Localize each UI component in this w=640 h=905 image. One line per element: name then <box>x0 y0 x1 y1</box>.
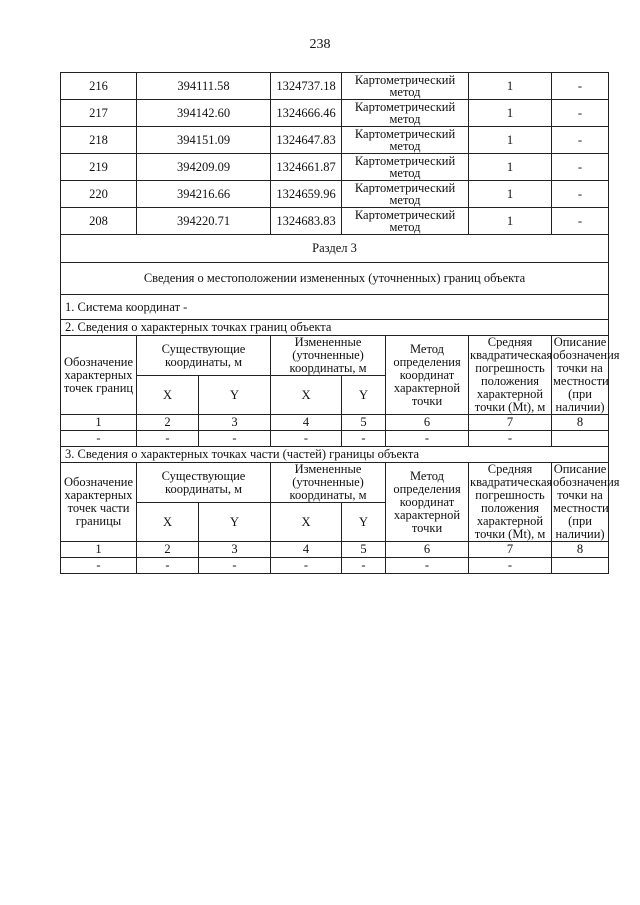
point-method: Картометрический метод <box>342 181 469 208</box>
cell-value: - <box>199 431 271 447</box>
header-x: X <box>137 376 199 415</box>
col-number: 3 <box>199 415 271 431</box>
coord-system: 1. Система координат - <box>61 295 609 320</box>
col-number: 6 <box>386 542 469 558</box>
point-x: 394142.60 <box>137 100 271 127</box>
column-numbers-row <box>61 542 609 558</box>
col-number: 1 <box>61 415 137 431</box>
header-x: X <box>137 503 199 542</box>
point-accuracy: 1 <box>469 181 552 208</box>
point-y: 1324666.46 <box>271 100 342 127</box>
page-number: 238 <box>309 37 331 52</box>
cell-value: - <box>61 431 137 447</box>
col-number: 3 <box>199 542 271 558</box>
header-accuracy: Средняя квадратическая погрешность положения характерной точки (Mt), м <box>470 462 553 541</box>
col-number: 2 <box>137 415 199 431</box>
header-accuracy: Средняя квадратическая погрешность положения характерной точки (Mt), м <box>470 335 553 414</box>
cell-value: - <box>386 431 469 447</box>
header-changed-coords: Измененные (уточненные) координаты, м <box>271 336 386 376</box>
point-accuracy: 1 <box>469 127 552 154</box>
point-x: 394220.71 <box>137 208 271 235</box>
point-id: 220 <box>61 181 137 208</box>
cell-value <box>552 558 609 574</box>
point-description: - <box>552 181 609 208</box>
point-x: 394209.09 <box>137 154 271 181</box>
item3-title: 3. Сведения о характерных точках части (частей) границы объекта <box>61 447 609 463</box>
col-number: 7 <box>469 542 552 558</box>
header-description: Описание обозначения точки на местности (при наличии) <box>553 335 620 414</box>
header-x: X <box>271 503 342 542</box>
point-id: 217 <box>61 100 137 127</box>
table-row <box>61 154 609 181</box>
cell-value <box>552 431 609 447</box>
point-y: 1324647.83 <box>271 127 342 154</box>
point-description: - <box>552 127 609 154</box>
section-subtitle: Сведения о местоположении измененных (уточненных) границ объекта <box>61 263 609 295</box>
point-description: - <box>552 100 609 127</box>
col-number: 8 <box>552 415 609 431</box>
col-number: 6 <box>386 415 469 431</box>
cell-value: - <box>271 558 342 574</box>
table-row <box>61 100 609 127</box>
point-id: 219 <box>61 154 137 181</box>
header-y: Y <box>199 503 271 542</box>
point-method: Картометрический метод <box>342 100 469 127</box>
point-x: 394151.09 <box>137 127 271 154</box>
header-description: Описание обозначения точки на местности (при наличии) <box>553 462 620 541</box>
header-changed-coords: Измененные (уточненные) координаты, м <box>271 463 386 503</box>
header-method: Метод определения координат характерной точки <box>386 463 469 542</box>
point-accuracy: 1 <box>469 73 552 100</box>
cell-value: - <box>61 558 137 574</box>
header-x: X <box>271 376 342 415</box>
header-method: Метод определения координат характерной точки <box>386 336 469 415</box>
column-numbers-row <box>61 415 609 431</box>
cell-value: - <box>342 558 386 574</box>
table-row <box>61 431 609 447</box>
point-description: - <box>552 154 609 181</box>
point-x: 394216.66 <box>137 181 271 208</box>
point-id: 218 <box>61 127 137 154</box>
cell-value: - <box>137 558 199 574</box>
point-method: Картометрический метод <box>342 208 469 235</box>
col-number: 4 <box>271 415 342 431</box>
point-id: 216 <box>61 73 137 100</box>
point-description: - <box>552 73 609 100</box>
point-accuracy: 1 <box>469 100 552 127</box>
header-existing-coords: Существующие координаты, м <box>137 463 271 503</box>
table-row <box>61 208 609 235</box>
col-number: 5 <box>342 415 386 431</box>
table-row <box>61 181 609 208</box>
header-designation: Обозначение характерных точек границ <box>61 336 137 415</box>
boundary-points-table <box>60 72 620 574</box>
cell-value: - <box>271 431 342 447</box>
header-y: Y <box>342 376 386 415</box>
point-description: - <box>552 208 609 235</box>
point-method: Картометрический метод <box>342 127 469 154</box>
cell-value: - <box>199 558 271 574</box>
col-number: 1 <box>61 542 137 558</box>
table-row <box>61 73 609 100</box>
cell-value: - <box>469 558 552 574</box>
header-y: Y <box>199 376 271 415</box>
cell-value: - <box>342 431 386 447</box>
point-accuracy: 1 <box>469 154 552 181</box>
header-existing-coords: Существующие координаты, м <box>137 336 271 376</box>
point-y: 1324659.96 <box>271 181 342 208</box>
point-x: 394111.58 <box>137 73 271 100</box>
cell-value: - <box>386 558 469 574</box>
point-id: 208 <box>61 208 137 235</box>
col-number: 8 <box>552 542 609 558</box>
cell-value: - <box>137 431 199 447</box>
point-accuracy: 1 <box>469 208 552 235</box>
header-designation-part: Обозначение характерных точек части границы <box>61 463 137 542</box>
cell-value: - <box>469 431 552 447</box>
section-title: Раздел 3 <box>61 235 609 263</box>
table-row <box>61 558 609 574</box>
item2-title: 2. Сведения о характерных точках границ объекта <box>61 320 609 336</box>
col-number: 4 <box>271 542 342 558</box>
table-row <box>61 127 609 154</box>
point-y: 1324737.18 <box>271 73 342 100</box>
point-method: Картометрический метод <box>342 73 469 100</box>
col-number: 5 <box>342 542 386 558</box>
col-number: 2 <box>137 542 199 558</box>
point-y: 1324661.87 <box>271 154 342 181</box>
col-number: 7 <box>469 415 552 431</box>
point-method: Картометрический метод <box>342 154 469 181</box>
point-y: 1324683.83 <box>271 208 342 235</box>
header-y: Y <box>342 503 386 542</box>
